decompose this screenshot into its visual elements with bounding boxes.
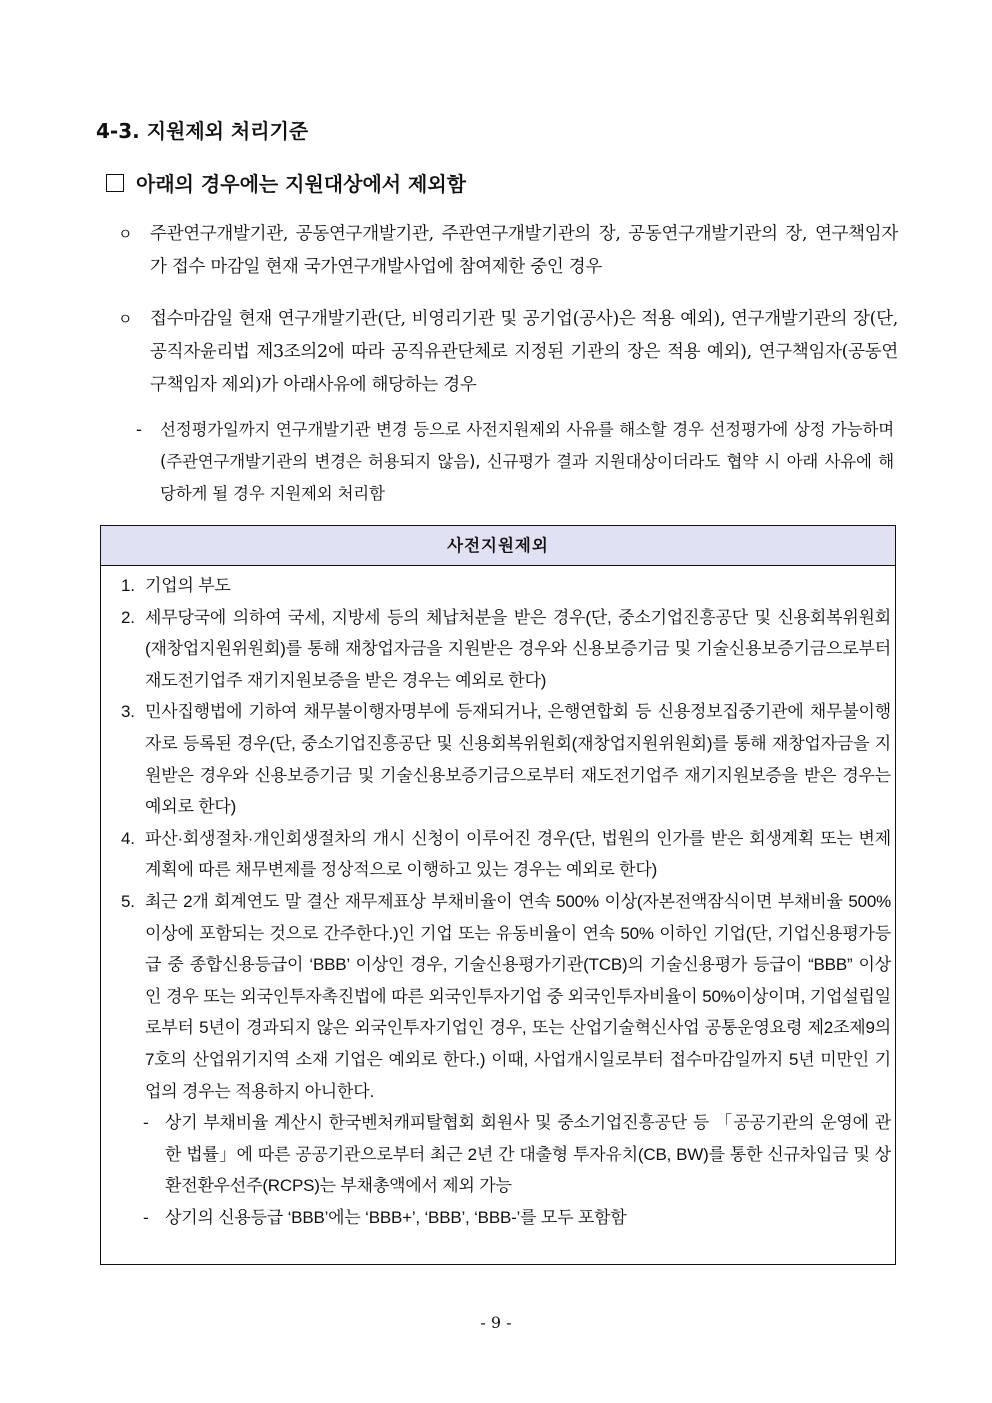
item-number: 2. xyxy=(121,607,135,627)
section-title: 4-3. 지원제외 처리기준 xyxy=(96,119,309,143)
section-heading-text: 아래의 경우에는 지원대상에서 제외함 xyxy=(136,172,467,196)
dash-note-text: 선정평가일까지 연구개발기관 변경 등으로 사전지원제외 사유를 해소할 경우 선정평가에 상정 가능하며(주관연구개발기관의 변경은 허용되지 않음), 신규평가 결과 지원대상이더라도 협약 시 아래 사유에 해당하게 될 경우 지원제외 처리함 xyxy=(160,420,894,503)
exclusion-table-body xyxy=(101,566,895,1233)
exclusion-item xyxy=(121,602,891,697)
dash-mark: - xyxy=(143,1113,149,1133)
page-number: - 9 - xyxy=(480,1313,512,1332)
exclusion-item xyxy=(121,570,891,602)
exclusion-item xyxy=(121,696,891,822)
exclusion-table-header: 사전지원제외 xyxy=(101,526,895,566)
item-number: 5. xyxy=(121,891,135,911)
sub-note-text: 상기의 신용등급 ‘BBB’에는 ‘BBB+’, ‘BBB’, ‘BBB-’를 모두 포함함 xyxy=(165,1207,627,1227)
item-text: 기업의 부도 xyxy=(145,576,231,595)
item-number: 4. xyxy=(121,828,135,848)
sub-note-text: 상기 부채비율 계산시 한국벤처캐피탈협회 회원사 및 중소기업진흥공단 등 「공공기관의 운영에 관한 법률」에 따른 공공기관으로부터 최근 2년 간 대출형 투자유치(CB, BW)를 통한 신규차입금 및 상환전환우선주(RCPS)는 부채총액에서 제외 가능 xyxy=(165,1113,891,1196)
square-bullet-icon xyxy=(106,174,124,192)
exclusion-table xyxy=(100,525,896,1265)
circle-bullet-icon: ㅇ xyxy=(118,225,133,243)
item-text: 세무당국에 의하여 국세, 지방세 등의 체납처분을 받은 경우(단, 중소기업진흥공단 및 신용회복위원회(재창업지원위원회)를 통해 재창업자금을 지원받은 경우와 신용보증기금 및 기술신용보증기금으로부터 재도전기업주 재기지원보증을 받은 경우는 예외로 한다) xyxy=(145,607,891,690)
exclusion-item xyxy=(121,823,891,886)
dash-mark: - xyxy=(143,1207,149,1227)
item-text: 최근 2개 회계연도 말 결산 재무제표상 부채비율이 연속 500% 이상(자본전액잠식이면 부채비율 500% 이상에 포함되는 것으로 간주한다.)인 기업 또는 유동비율이 연속 50% 이하인 기업(단, 기업신용평가등급 중 종합신용등급이 ‘BBB’ 이상인 경우, 기술신용평가기관(TCB)의 기술신용평가 등급이 “BBB” 이상인 경우 또는 외국인투자촉진법에 따른 외국인투자기업 중 외국인투자비율이 50%이상이며, 기업설립일로부터 5년이 경과되지 않은 외국인투자기업인 경우, 또는 산업기술혁신사업 공통운영요령 제2조제9의7호의 산업위기지역 소재 기업은 예외로 한다.) 이때, 사업개시일로부터 접수마감일까지 5년 미만인 기업의 경우는 적용하지 아니한다. xyxy=(145,891,891,1101)
exclusion-sub-note xyxy=(121,1107,891,1202)
bullet-text: 주관연구개발기관, 공동연구개발기관, 주관연구개발기관의 장, 공동연구개발기관의 장, 연구책임자가 접수 마감일 현재 국가연구개발사업에 참여제한 중인 경우 xyxy=(150,224,898,277)
section-heading xyxy=(106,168,466,197)
item-text: 파산·회생절차·개인회생절차의 개시 신청이 이루어진 경우(단, 법원의 인가를 받은 회생계획 또는 변제계획에 따른 채무변제를 정상적으로 이행하고 있는 경우는 예외로 한다) xyxy=(145,828,891,880)
dash-mark: - xyxy=(136,420,142,439)
item-text: 민사집행법에 기하여 채무불이행자명부에 등재되거나, 은행연합회 등 신용정보집중기관에 채무불이행자로 등록된 경우(단, 중소기업진흥공단 및 신용회복위원회(재창업지원위원회)를 통해 재창업자금을 지원받은 경우와 신용보증기금 및 기술신용보증기금으로부터 재도전기업주 재기지원보증을 받은 경우는 예외로 한다) xyxy=(145,702,891,817)
bullet-item xyxy=(118,303,898,402)
exclusion-item xyxy=(121,886,891,1107)
exclusion-sub-note xyxy=(121,1202,891,1234)
bullet-item xyxy=(118,218,898,284)
dash-note xyxy=(136,414,894,510)
item-number: 1. xyxy=(121,576,135,595)
circle-bullet-icon: ㅇ xyxy=(118,310,133,328)
item-number: 3. xyxy=(121,702,135,722)
bullet-text: 접수마감일 현재 연구개발기관(단, 비영리기관 및 공기업(공사)은 적용 예외), 연구개발기관의 장(단, 공직자윤리법 제3조의2에 따라 공직유관단체로 지정된 기관의 장은 적용 예외), 연구책임자(공동연구책임자 제외)가 아래사유에 해당하는 경우 xyxy=(150,309,898,395)
